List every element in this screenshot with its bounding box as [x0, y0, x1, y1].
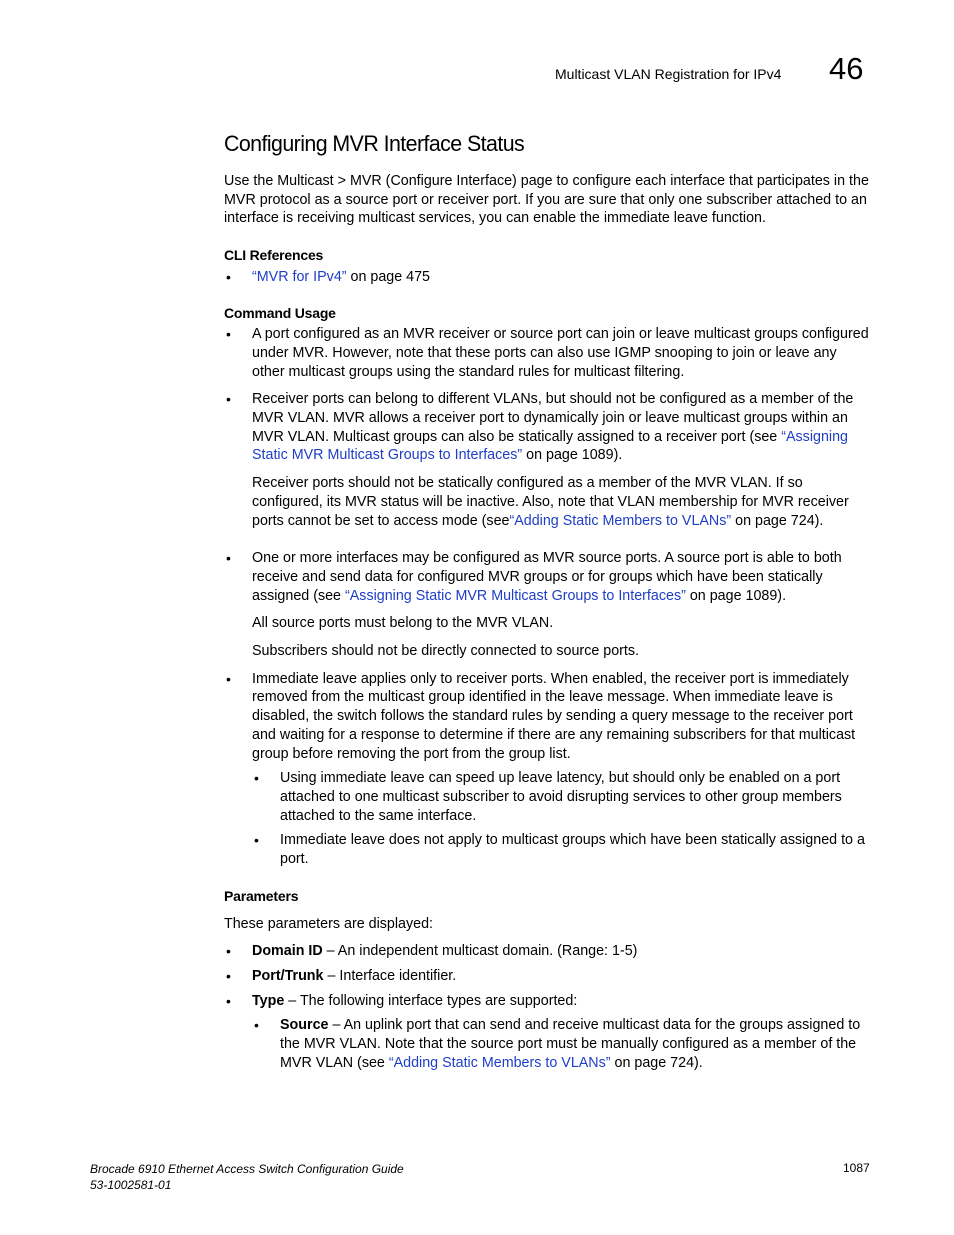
- bullet-icon: •: [226, 550, 231, 567]
- footer-left: [90, 1161, 404, 1193]
- usage-bullet-text: Immediate leave applies only to receiver ports. When enabled, the receiver port is immediately removed from the multicast group identified in the leave message. When immediate leave is disabled, the switch follows the standard rules by sending a query message to the receiver port and waiting for a response to determine if there are any remaining subscribers for that multicast group before removing the port from the group list.: [252, 670, 856, 762]
- usage-bullet-text: Receiver ports can belong to different VLANs, but should not be configured as a member of the MVR VLAN. MVR allows a receiver port to dynamically join or leave multicast groups within an MVR VLAN. Multicast groups can also be statically assigned to a receiver port (see: [252, 391, 854, 445]
- page-body: [224, 172, 869, 1072]
- bullet-icon: •: [226, 326, 231, 343]
- usage-bullet-text: Receiver ports should not be statically configured as a member of the MVR VLAN. If so configured, its MVR status will be inactive. Also, note that VLAN membership for MVR receiver ports cannot be set to access mode (see: [252, 475, 849, 529]
- sub-bullet-text: Immediate leave does not apply to multicast groups which have been statically assigned to a port.: [280, 832, 865, 868]
- list-item: [224, 549, 869, 661]
- adding-static-members-link[interactable]: “Adding Static Members to VLANs”: [509, 512, 732, 529]
- usage-bullet-text: A port configured as an MVR receiver or source port can join or leave multicast groups configured under MVR. However, note that these ports can also use IGMP snooping to join or leave any other multicast groups using the standard rules for multicast filtering.: [252, 326, 869, 380]
- list-item: [224, 942, 869, 961]
- running-header-title: Multicast VLAN Registration for IPv4: [555, 66, 782, 82]
- bullet-icon: •: [226, 967, 231, 984]
- bullet-icon: •: [226, 943, 231, 960]
- section-title: Configuring MVR Interface Status: [224, 131, 525, 156]
- list-item: [252, 1016, 869, 1072]
- usage-bullet-suffix: on page 724).: [731, 512, 824, 529]
- sub-bullet-text: Using immediate leave can speed up leave latency, but should only be enabled on a port attached to one multicast subscriber to avoid disrupting services to other group members attached to the same interface.: [280, 770, 842, 824]
- bullet-icon: •: [226, 992, 231, 1009]
- param-term: Source: [280, 1017, 329, 1034]
- param-term: Domain ID: [252, 943, 323, 960]
- param-term: Port/Trunk: [252, 967, 324, 984]
- usage-bullet-text: All source ports must belong to the MVR VLAN.: [252, 615, 554, 632]
- bullet-icon: •: [226, 670, 231, 687]
- parameters-list: [224, 942, 869, 1072]
- param-desc: – An uplink port that can send and receive multicast data for the groups assigned to the MVR VLAN. Note that the source port must be manually configured as a member of the MVR VLAN (see: [280, 1017, 861, 1071]
- chapter-number: 46: [829, 51, 864, 86]
- parameters-heading: Parameters: [224, 887, 299, 904]
- param-desc: – An independent multicast domain. (Range: 1-5): [322, 943, 638, 960]
- bullet-icon: •: [226, 268, 231, 285]
- list-item: [224, 325, 869, 381]
- param-desc: – The following interface types are supported:: [284, 992, 578, 1009]
- param-term: Type: [252, 992, 285, 1009]
- list-item: [252, 769, 869, 825]
- cli-reference-page: on page 475: [346, 268, 431, 285]
- parameters-intro: These parameters are displayed:: [224, 915, 434, 932]
- list-item: [224, 670, 869, 869]
- type-sublist: [252, 1016, 869, 1072]
- list-item: [224, 390, 869, 530]
- param-desc: – Interface identifier.: [323, 967, 457, 984]
- command-usage-heading: Command Usage: [224, 304, 336, 321]
- bullet-icon: •: [254, 1017, 259, 1034]
- bullet-icon: •: [254, 832, 259, 849]
- list-item: [252, 831, 869, 868]
- list-item: [224, 268, 869, 287]
- footer-doc-number: 53-1002581-01: [90, 1178, 172, 1192]
- assigning-static-groups-link[interactable]: “Assigning Static MVR Multicast Groups to Interfaces”: [345, 587, 686, 604]
- command-usage-list: [224, 325, 869, 869]
- intro-paragraph: Use the Multicast > MVR (Configure Interface) page to configure each interface that participates in the MVR protocol as a source port or receiver port. If you are sure that only one subscriber attached to an interface is receiving multicast services, you can enable the immediate leave function.: [224, 173, 869, 227]
- usage-bullet-text: Subscribers should not be directly connected to source ports.: [252, 643, 640, 660]
- cli-reference-link[interactable]: “MVR for IPv4”: [252, 268, 347, 285]
- footer-page-number: 1087: [843, 1161, 870, 1175]
- assigning-static-groups-link[interactable]: “Assigning Static MVR Multicast Groups to Interfaces”: [252, 428, 848, 464]
- usage-bullet-text: One or more interfaces may be configured as MVR source ports. A source port is able to both receive and send data for configured MVR groups or for groups which have been statically assigned (see: [252, 550, 842, 604]
- cli-references-heading: CLI References: [224, 247, 324, 264]
- immediate-leave-notes: [252, 769, 869, 869]
- bullet-icon: •: [226, 391, 231, 408]
- cli-references-list: [224, 268, 869, 287]
- usage-bullet-suffix: on page 1089).: [685, 587, 787, 604]
- adding-static-members-link[interactable]: “Adding Static Members to VLANs”: [388, 1054, 611, 1071]
- param-desc-suffix: on page 724).: [610, 1054, 703, 1071]
- bullet-icon: •: [254, 770, 259, 787]
- list-item: [224, 992, 869, 1073]
- footer-book-title: Brocade 6910 Ethernet Access Switch Configuration Guide: [90, 1162, 404, 1176]
- list-item: [224, 967, 869, 986]
- usage-bullet-suffix: on page 1089).: [522, 447, 623, 464]
